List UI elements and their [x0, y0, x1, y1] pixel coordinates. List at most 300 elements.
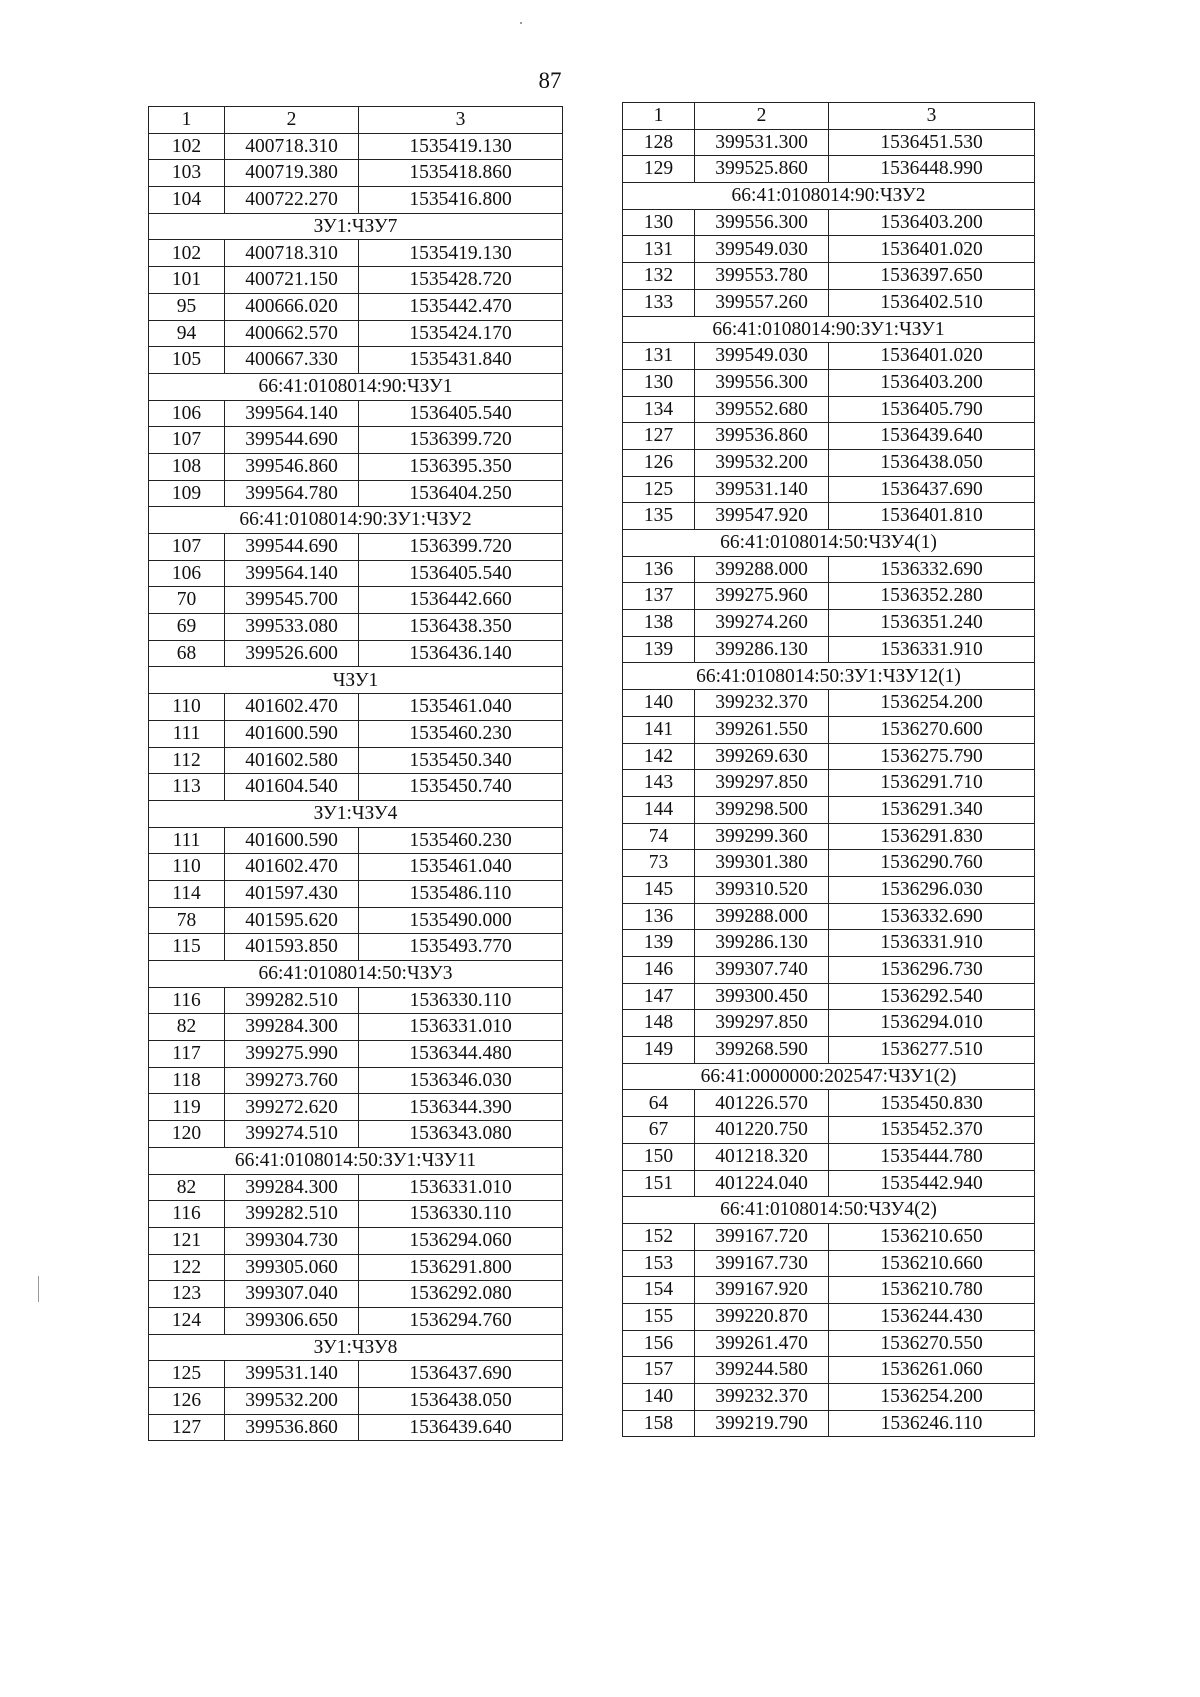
y-coordinate-cell: 1536330.110 — [359, 1201, 563, 1228]
y-coordinate-cell: 1536399.720 — [359, 427, 563, 454]
table-row — [623, 129, 1035, 156]
y-coordinate-cell: 1536246.110 — [829, 1410, 1035, 1437]
table-row — [623, 610, 1035, 637]
x-coordinate-cell: 401224.040 — [695, 1170, 829, 1197]
y-coordinate-cell: 1536291.340 — [829, 796, 1035, 823]
section-header-row — [623, 530, 1035, 557]
y-coordinate-cell: 1536439.640 — [829, 423, 1035, 450]
y-coordinate-cell: 1536294.060 — [359, 1227, 563, 1254]
point-number-cell: 74 — [623, 823, 695, 850]
x-coordinate-cell: 399564.140 — [225, 560, 359, 587]
table-row — [149, 1014, 563, 1041]
table-row — [149, 1067, 563, 1094]
column-header: 2 — [225, 107, 359, 134]
y-coordinate-cell: 1536403.200 — [829, 369, 1035, 396]
x-coordinate-cell: 399536.860 — [225, 1414, 359, 1441]
table-row — [149, 160, 563, 187]
x-coordinate-cell: 401600.590 — [225, 720, 359, 747]
x-coordinate-cell: 399297.850 — [695, 1010, 829, 1037]
point-number-cell: 135 — [623, 503, 695, 530]
y-coordinate-cell: 1536451.530 — [829, 129, 1035, 156]
table-row — [149, 560, 563, 587]
table-row — [623, 583, 1035, 610]
y-coordinate-cell: 1536270.600 — [829, 716, 1035, 743]
table-row — [623, 1090, 1035, 1117]
point-number-cell: 69 — [149, 614, 225, 641]
y-coordinate-cell: 1536331.910 — [829, 636, 1035, 663]
x-coordinate-cell: 399546.860 — [225, 453, 359, 480]
table-row — [149, 880, 563, 907]
x-coordinate-cell: 400666.020 — [225, 293, 359, 320]
x-coordinate-cell: 399553.780 — [695, 263, 829, 290]
point-number-cell: 78 — [149, 907, 225, 934]
table-row — [623, 476, 1035, 503]
y-coordinate-cell: 1536210.660 — [829, 1250, 1035, 1277]
point-number-cell: 120 — [149, 1121, 225, 1148]
y-coordinate-cell: 1536437.690 — [829, 476, 1035, 503]
table-row — [149, 934, 563, 961]
point-number-cell: 137 — [623, 583, 695, 610]
point-number-cell: 134 — [623, 396, 695, 423]
point-number-cell: 152 — [623, 1223, 695, 1250]
x-coordinate-cell: 399564.780 — [225, 480, 359, 507]
x-coordinate-cell: 400662.570 — [225, 320, 359, 347]
y-coordinate-cell: 1535460.230 — [359, 827, 563, 854]
x-coordinate-cell: 399232.370 — [695, 690, 829, 717]
y-coordinate-cell: 1536438.350 — [359, 614, 563, 641]
y-coordinate-cell: 1535431.840 — [359, 347, 563, 374]
point-number-cell: 111 — [149, 827, 225, 854]
table-row — [623, 930, 1035, 957]
section-title: ЗУ1:ЧЗУ7 — [149, 213, 563, 240]
point-number-cell: 104 — [149, 187, 225, 214]
table-row — [623, 957, 1035, 984]
y-coordinate-cell: 1535493.770 — [359, 934, 563, 961]
x-coordinate-cell: 399305.060 — [225, 1254, 359, 1281]
table-row — [149, 694, 563, 721]
x-coordinate-cell: 399304.730 — [225, 1227, 359, 1254]
x-coordinate-cell: 399545.700 — [225, 587, 359, 614]
table-row — [149, 1254, 563, 1281]
table-row — [623, 236, 1035, 263]
point-number-cell: 94 — [149, 320, 225, 347]
y-coordinate-cell: 1536438.050 — [359, 1388, 563, 1415]
y-coordinate-cell: 1536343.080 — [359, 1121, 563, 1148]
y-coordinate-cell: 1536291.800 — [359, 1254, 563, 1281]
y-coordinate-cell: 1536270.550 — [829, 1330, 1035, 1357]
section-title: 66:41:0108014:50:ЗУ1:ЧЗУ12(1) — [623, 663, 1035, 690]
table-row — [149, 400, 563, 427]
x-coordinate-cell: 399219.790 — [695, 1410, 829, 1437]
point-number-cell: 115 — [149, 934, 225, 961]
x-coordinate-cell: 399525.860 — [695, 156, 829, 183]
section-title: 66:41:0108014:90:ЧЗУ2 — [623, 183, 1035, 210]
y-coordinate-cell: 1536437.690 — [359, 1361, 563, 1388]
point-number-cell: 68 — [149, 640, 225, 667]
y-coordinate-cell: 1536294.760 — [359, 1307, 563, 1334]
table-row — [149, 267, 563, 294]
table-row — [623, 556, 1035, 583]
table-row — [149, 1281, 563, 1308]
table-row — [623, 1277, 1035, 1304]
x-coordinate-cell: 399544.690 — [225, 427, 359, 454]
x-coordinate-cell: 399220.870 — [695, 1303, 829, 1330]
point-number-cell: 116 — [149, 1201, 225, 1228]
table-row — [623, 1170, 1035, 1197]
y-coordinate-cell: 1536344.390 — [359, 1094, 563, 1121]
point-number-cell: 106 — [149, 400, 225, 427]
table-row — [623, 209, 1035, 236]
x-coordinate-cell: 399261.550 — [695, 716, 829, 743]
section-title: ЗУ1:ЧЗУ8 — [149, 1334, 563, 1361]
x-coordinate-cell: 399244.580 — [695, 1357, 829, 1384]
point-number-cell: 157 — [623, 1357, 695, 1384]
point-number-cell: 108 — [149, 453, 225, 480]
point-number-cell: 95 — [149, 293, 225, 320]
section-header-row — [149, 507, 563, 534]
y-coordinate-cell: 1536436.140 — [359, 640, 563, 667]
y-coordinate-cell: 1536332.690 — [829, 903, 1035, 930]
table-row — [149, 480, 563, 507]
point-number-cell: 106 — [149, 560, 225, 587]
x-coordinate-cell: 399552.680 — [695, 396, 829, 423]
table-row — [149, 827, 563, 854]
x-coordinate-cell: 399288.000 — [695, 556, 829, 583]
table-row — [623, 423, 1035, 450]
coordinates-table-right — [622, 102, 1035, 1437]
table-row — [149, 1174, 563, 1201]
table-row — [149, 427, 563, 454]
point-number-cell: 154 — [623, 1277, 695, 1304]
x-coordinate-cell: 399272.620 — [225, 1094, 359, 1121]
table-row — [623, 850, 1035, 877]
table-row — [149, 320, 563, 347]
point-number-cell: 156 — [623, 1330, 695, 1357]
y-coordinate-cell: 1536395.350 — [359, 453, 563, 480]
point-number-cell: 125 — [623, 476, 695, 503]
y-coordinate-cell: 1536261.060 — [829, 1357, 1035, 1384]
y-coordinate-cell: 1535424.170 — [359, 320, 563, 347]
point-number-cell: 107 — [149, 534, 225, 561]
point-number-cell: 136 — [623, 556, 695, 583]
table-header-row — [149, 107, 563, 134]
point-number-cell: 150 — [623, 1143, 695, 1170]
table-row — [623, 449, 1035, 476]
point-number-cell: 82 — [149, 1174, 225, 1201]
y-coordinate-cell: 1536351.240 — [829, 610, 1035, 637]
y-coordinate-cell: 1536254.200 — [829, 690, 1035, 717]
table-row — [623, 690, 1035, 717]
point-number-cell: 116 — [149, 987, 225, 1014]
section-title: 66:41:0108014:90:ЗУ1:ЧЗУ2 — [149, 507, 563, 534]
y-coordinate-cell: 1536290.760 — [829, 850, 1035, 877]
point-number-cell: 155 — [623, 1303, 695, 1330]
section-title: 66:41:0000000:202547:ЧЗУ1(2) — [623, 1063, 1035, 1090]
coordinates-table-left — [148, 106, 563, 1441]
table-row — [623, 1410, 1035, 1437]
y-coordinate-cell: 1536294.010 — [829, 1010, 1035, 1037]
point-number-cell: 141 — [623, 716, 695, 743]
x-coordinate-cell: 399557.260 — [695, 289, 829, 316]
y-coordinate-cell: 1536439.640 — [359, 1414, 563, 1441]
table-row — [623, 1250, 1035, 1277]
x-coordinate-cell: 399282.510 — [225, 987, 359, 1014]
section-header-row — [149, 961, 563, 988]
y-coordinate-cell: 1536402.510 — [829, 289, 1035, 316]
x-coordinate-cell: 399544.690 — [225, 534, 359, 561]
table-row — [623, 1330, 1035, 1357]
section-header-row — [149, 667, 563, 694]
point-number-cell: 140 — [623, 690, 695, 717]
table-row — [623, 396, 1035, 423]
y-coordinate-cell: 1536442.660 — [359, 587, 563, 614]
table-row — [149, 1041, 563, 1068]
point-number-cell: 130 — [623, 369, 695, 396]
x-coordinate-cell: 399526.600 — [225, 640, 359, 667]
section-title: 66:41:0108014:90:ЧЗУ1 — [149, 373, 563, 400]
x-coordinate-cell: 400667.330 — [225, 347, 359, 374]
table-row — [149, 347, 563, 374]
section-title: 66:41:0108014:50:ЗУ1:ЧЗУ11 — [149, 1147, 563, 1174]
y-coordinate-cell: 1536403.200 — [829, 209, 1035, 236]
point-number-cell: 67 — [623, 1117, 695, 1144]
x-coordinate-cell: 399261.470 — [695, 1330, 829, 1357]
y-coordinate-cell: 1536210.650 — [829, 1223, 1035, 1250]
point-number-cell: 151 — [623, 1170, 695, 1197]
table-row — [149, 1361, 563, 1388]
x-coordinate-cell: 399275.960 — [695, 583, 829, 610]
point-number-cell: 127 — [623, 423, 695, 450]
point-number-cell: 144 — [623, 796, 695, 823]
y-coordinate-cell: 1536401.020 — [829, 236, 1035, 263]
table-row — [149, 187, 563, 214]
y-coordinate-cell: 1535486.110 — [359, 880, 563, 907]
point-number-cell: 117 — [149, 1041, 225, 1068]
table-row — [623, 1037, 1035, 1064]
column-header: 1 — [149, 107, 225, 134]
point-number-cell: 142 — [623, 743, 695, 770]
y-coordinate-cell: 1535461.040 — [359, 854, 563, 881]
x-coordinate-cell: 400718.310 — [225, 240, 359, 267]
y-coordinate-cell: 1536405.540 — [359, 560, 563, 587]
x-coordinate-cell: 399284.300 — [225, 1174, 359, 1201]
y-coordinate-cell: 1536292.080 — [359, 1281, 563, 1308]
x-coordinate-cell: 399556.300 — [695, 369, 829, 396]
y-coordinate-cell: 1536275.790 — [829, 743, 1035, 770]
y-coordinate-cell: 1535419.130 — [359, 240, 563, 267]
x-coordinate-cell: 399273.760 — [225, 1067, 359, 1094]
point-number-cell: 118 — [149, 1067, 225, 1094]
point-number-cell: 102 — [149, 133, 225, 160]
table-row — [149, 614, 563, 641]
table-row — [623, 876, 1035, 903]
x-coordinate-cell: 399297.850 — [695, 770, 829, 797]
x-coordinate-cell: 401597.430 — [225, 880, 359, 907]
point-number-cell: 121 — [149, 1227, 225, 1254]
table-row — [149, 1121, 563, 1148]
y-coordinate-cell: 1536438.050 — [829, 449, 1035, 476]
table-row — [623, 1143, 1035, 1170]
point-number-cell: 131 — [623, 343, 695, 370]
point-number-cell: 110 — [149, 854, 225, 881]
table-row — [623, 743, 1035, 770]
y-coordinate-cell: 1536331.910 — [829, 930, 1035, 957]
table-row — [149, 747, 563, 774]
y-coordinate-cell: 1535460.230 — [359, 720, 563, 747]
table-row — [623, 369, 1035, 396]
x-coordinate-cell: 399282.510 — [225, 1201, 359, 1228]
table-row — [623, 983, 1035, 1010]
y-coordinate-cell: 1536277.510 — [829, 1037, 1035, 1064]
point-number-cell: 123 — [149, 1281, 225, 1308]
point-number-cell: 126 — [149, 1388, 225, 1415]
x-coordinate-cell: 401220.750 — [695, 1117, 829, 1144]
table-row — [623, 796, 1035, 823]
x-coordinate-cell: 399298.500 — [695, 796, 829, 823]
x-coordinate-cell: 401602.470 — [225, 694, 359, 721]
y-coordinate-cell: 1536331.010 — [359, 1174, 563, 1201]
point-number-cell: 70 — [149, 587, 225, 614]
x-coordinate-cell: 399536.860 — [695, 423, 829, 450]
section-title: 66:41:0108014:50:ЧЗУ3 — [149, 961, 563, 988]
x-coordinate-cell: 399284.300 — [225, 1014, 359, 1041]
point-number-cell: 113 — [149, 774, 225, 801]
point-number-cell: 148 — [623, 1010, 695, 1037]
section-header-row — [623, 316, 1035, 343]
y-coordinate-cell: 1535450.740 — [359, 774, 563, 801]
table-row — [149, 293, 563, 320]
y-coordinate-cell: 1536292.540 — [829, 983, 1035, 1010]
x-coordinate-cell: 401595.620 — [225, 907, 359, 934]
x-coordinate-cell: 399307.740 — [695, 957, 829, 984]
point-number-cell: 103 — [149, 160, 225, 187]
table-row — [623, 1223, 1035, 1250]
y-coordinate-cell: 1536244.430 — [829, 1303, 1035, 1330]
table-row — [149, 1094, 563, 1121]
point-number-cell: 125 — [149, 1361, 225, 1388]
table-row — [149, 1201, 563, 1228]
point-number-cell: 105 — [149, 347, 225, 374]
y-coordinate-cell: 1536404.250 — [359, 480, 563, 507]
x-coordinate-cell: 399301.380 — [695, 850, 829, 877]
y-coordinate-cell: 1536254.200 — [829, 1384, 1035, 1411]
table-row — [623, 1357, 1035, 1384]
point-number-cell: 126 — [623, 449, 695, 476]
x-coordinate-cell: 399533.080 — [225, 614, 359, 641]
section-header-row — [623, 663, 1035, 690]
section-header-row — [149, 1147, 563, 1174]
y-coordinate-cell: 1536346.030 — [359, 1067, 563, 1094]
table-row — [623, 503, 1035, 530]
x-coordinate-cell: 399232.370 — [695, 1384, 829, 1411]
table-row — [623, 343, 1035, 370]
y-coordinate-cell: 1536344.480 — [359, 1041, 563, 1068]
x-coordinate-cell: 401226.570 — [695, 1090, 829, 1117]
x-coordinate-cell: 399532.200 — [225, 1388, 359, 1415]
y-coordinate-cell: 1535444.780 — [829, 1143, 1035, 1170]
x-coordinate-cell: 400718.310 — [225, 133, 359, 160]
y-coordinate-cell: 1536405.540 — [359, 400, 563, 427]
point-number-cell: 111 — [149, 720, 225, 747]
point-number-cell: 140 — [623, 1384, 695, 1411]
y-coordinate-cell: 1535450.340 — [359, 747, 563, 774]
x-coordinate-cell: 399307.040 — [225, 1281, 359, 1308]
column-header: 1 — [623, 103, 695, 130]
point-number-cell: 145 — [623, 876, 695, 903]
table-row — [149, 534, 563, 561]
table-row — [623, 903, 1035, 930]
x-coordinate-cell: 399549.030 — [695, 343, 829, 370]
table-row — [149, 774, 563, 801]
y-coordinate-cell: 1536291.710 — [829, 770, 1035, 797]
y-coordinate-cell: 1536330.110 — [359, 987, 563, 1014]
x-coordinate-cell: 399167.720 — [695, 1223, 829, 1250]
table-row — [623, 1384, 1035, 1411]
x-coordinate-cell: 399310.520 — [695, 876, 829, 903]
x-coordinate-cell: 399547.920 — [695, 503, 829, 530]
table-row — [149, 1227, 563, 1254]
point-number-cell: 114 — [149, 880, 225, 907]
section-header-row — [149, 1334, 563, 1361]
table-row — [149, 854, 563, 881]
x-coordinate-cell: 399286.130 — [695, 930, 829, 957]
table-row — [149, 587, 563, 614]
point-number-cell: 107 — [149, 427, 225, 454]
table-row — [623, 1010, 1035, 1037]
point-number-cell: 146 — [623, 957, 695, 984]
x-coordinate-cell: 399167.730 — [695, 1250, 829, 1277]
x-coordinate-cell: 401593.850 — [225, 934, 359, 961]
y-coordinate-cell: 1535416.800 — [359, 187, 563, 214]
section-header-row — [623, 183, 1035, 210]
y-coordinate-cell: 1536331.010 — [359, 1014, 563, 1041]
y-coordinate-cell: 1536397.650 — [829, 263, 1035, 290]
point-number-cell: 110 — [149, 694, 225, 721]
y-coordinate-cell: 1536210.780 — [829, 1277, 1035, 1304]
x-coordinate-cell: 399531.140 — [225, 1361, 359, 1388]
table-row — [623, 1303, 1035, 1330]
column-header: 3 — [359, 107, 563, 134]
x-coordinate-cell: 400719.380 — [225, 160, 359, 187]
point-number-cell: 82 — [149, 1014, 225, 1041]
x-coordinate-cell: 399286.130 — [695, 636, 829, 663]
x-coordinate-cell: 399274.510 — [225, 1121, 359, 1148]
y-coordinate-cell: 1536448.990 — [829, 156, 1035, 183]
y-coordinate-cell: 1536401.020 — [829, 343, 1035, 370]
x-coordinate-cell: 400721.150 — [225, 267, 359, 294]
x-coordinate-cell: 399274.260 — [695, 610, 829, 637]
point-number-cell: 133 — [623, 289, 695, 316]
y-coordinate-cell: 1535490.000 — [359, 907, 563, 934]
point-number-cell: 109 — [149, 480, 225, 507]
column-header: 2 — [695, 103, 829, 130]
section-title: 66:41:0108014:50:ЧЗУ4(1) — [623, 530, 1035, 557]
point-number-cell: 112 — [149, 747, 225, 774]
x-coordinate-cell: 399564.140 — [225, 400, 359, 427]
x-coordinate-cell: 401602.580 — [225, 747, 359, 774]
table-row — [149, 987, 563, 1014]
point-number-cell: 101 — [149, 267, 225, 294]
scan-speck — [38, 1276, 39, 1302]
section-title: ЗУ1:ЧЗУ4 — [149, 800, 563, 827]
x-coordinate-cell: 399299.360 — [695, 823, 829, 850]
page-number: 87 — [538, 68, 562, 93]
table-row — [149, 240, 563, 267]
section-header-row — [149, 373, 563, 400]
point-number-cell: 119 — [149, 1094, 225, 1121]
y-coordinate-cell: 1536352.280 — [829, 583, 1035, 610]
y-coordinate-cell: 1535450.830 — [829, 1090, 1035, 1117]
